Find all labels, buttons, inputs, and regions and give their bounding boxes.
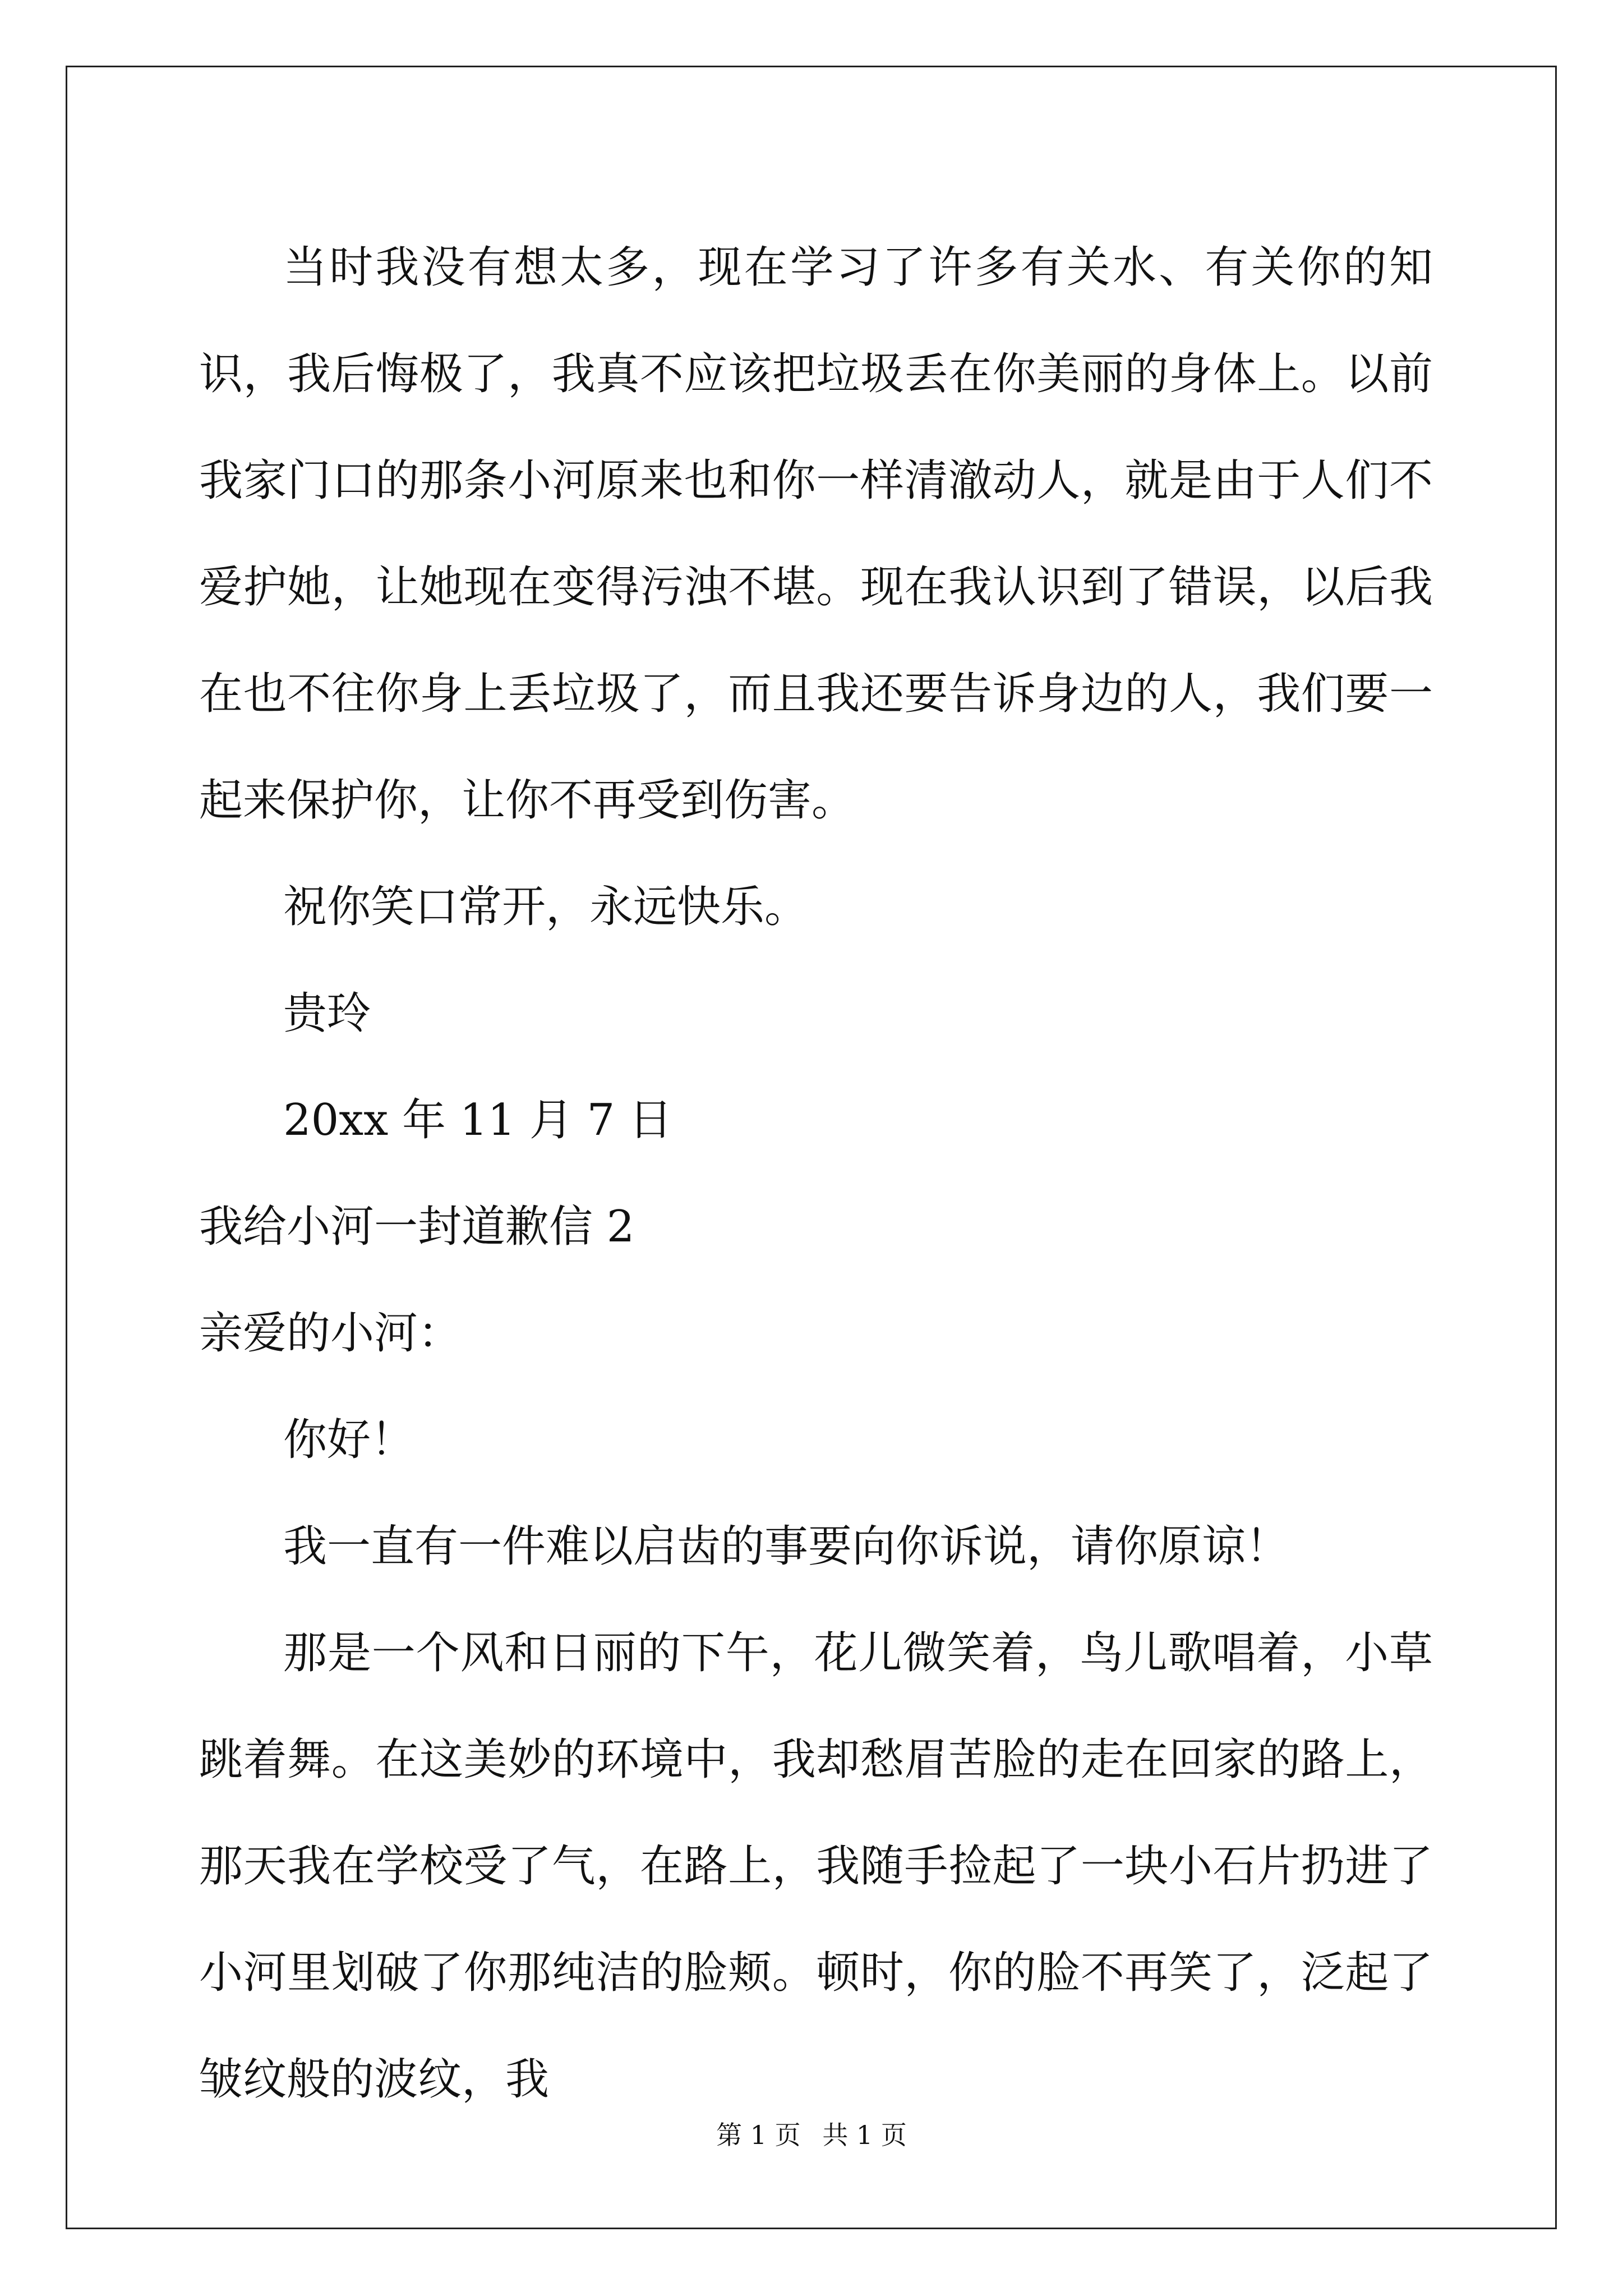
document-body xyxy=(199,214,1433,2133)
greeting: 你好！ xyxy=(283,1415,415,1465)
paragraph-apology: 我一直有一件难以启齿的事要向你诉说，请你原谅！ xyxy=(283,1521,1290,1572)
letter-title: 我给小河一封道歉信 2 xyxy=(199,1202,635,1252)
paragraph-wish: 祝你笑口常开，永远快乐。 xyxy=(283,882,809,932)
date-line: 20xx 年 11 月 7 日 xyxy=(283,1095,673,1145)
paragraph-story: 那是一个风和日丽的下午，花儿微笑着，鸟儿歌唱着，小草跳着舞。在这美妙的环境中，我却愁眉苦脸的走在回家的路上，那天我在学校受了气，在路上，我随手捡起了一块小石片扔进了小河里划破了你那纯洁的脸颊。顿时，你的脸不再笑了，泛起了皱纹般的波纹，我 xyxy=(199,1628,1433,2105)
page-number-total: 共 1 页 xyxy=(822,2120,907,2150)
page-number-current: 第 1 页 xyxy=(716,2120,801,2150)
signature: 贵玲 xyxy=(283,988,371,1039)
paragraph-regret: 当时我没有想太多，现在学习了许多有关水、有关你的知识，我后悔极了，我真不应该把垃圾丢在你美丽的身体上。以前我家门口的那条小河原来也和你一样清澈动人，就是由于人们不爱护她，让她现在变得污浊不堪。现在我认识到了错误，以后我在也不往你身上丢垃圾了，而且我还要告诉身边的人，我们要一起来保护你，让你不再受到伤害。 xyxy=(199,242,1433,826)
salutation: 亲爱的小河： xyxy=(199,1308,462,1359)
page-footer xyxy=(0,2115,1623,2152)
